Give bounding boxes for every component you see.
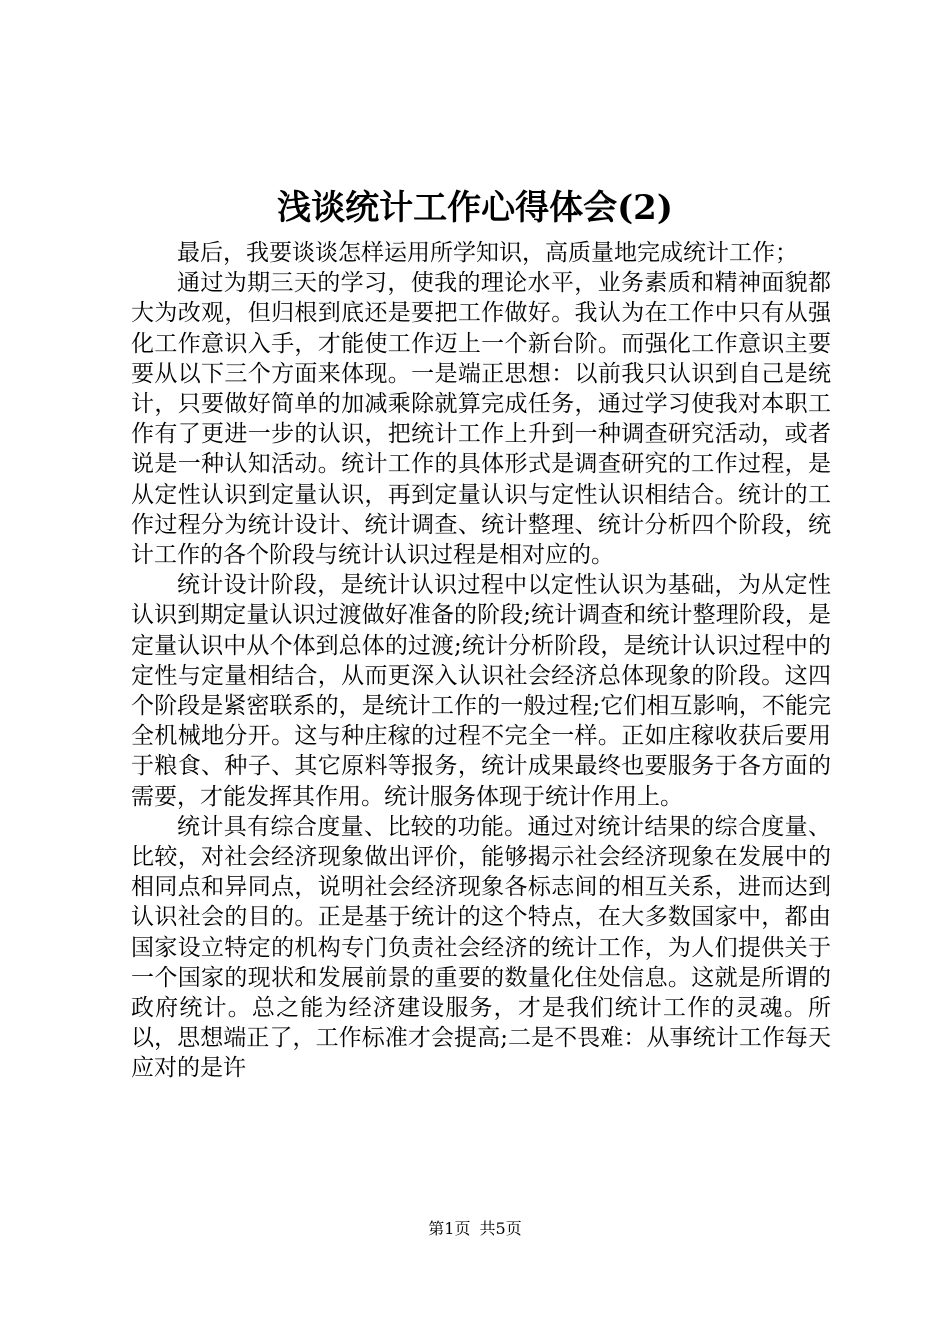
page-number-total: 共5页 [479, 1219, 522, 1238]
document-title: 浅谈统计工作心得体会(2) [277, 188, 673, 228]
paragraph-4: 统计具有综合度量、比较的功能。通过对统计结果的综合度量、比较，对社会经济现象做出评价，能够揭示社会经济现象在发展中的相同点和异同点，说明社会经济现象各标志间的相互关系，进而达到认识社会的目的。正是基于统计的这个特点，在大多数国家中，都由国家设立特定的机构专门负责社会经济的统计工作，为人们提供关于一个国家的现状和发展前景的重要的数量化住处信息。这就是所谓的政府统计。总之能为经济建设服务，才是我们统计工作的灵魂。所以，思想端正了，工作标准才会提高;二是不畏难：从事统计工作每天应对的是许 [131, 813, 831, 1082]
paragraph-3: 统计设计阶段，是统计认识过程中以定性认识为基础，为从定性认识到期定量认识过渡做好准备的阶段;统计调查和统计整理阶段，是定量认识中从个体到总体的过渡;统计分析阶段，是统计认识过程中的定性与定量相结合，从而更深入认识社会经济总体现象的阶段。这四个阶段是紧密联系的，是统计工作的一般过程;它们相互影响，不能完全机械地分开。这与种庄稼的过程不完全一样。正如庄稼收获后要用于粮食、种子、其它原料等报务，统计成果最终也要服务于各方面的需要，才能发挥其作用。统计服务体现于统计作用上。 [131, 572, 831, 810]
paragraph-1: 最后，我要谈谈怎样运用所学知识，高质量地完成统计工作； [177, 240, 798, 266]
paragraph-2: 通过为期三天的学习，使我的理论水平，业务素质和精神面貌都大为改观，但归根到底还是要把工作做好。我认为在工作中只有从强化工作意识入手，才能使工作迈上一个新台阶。而强化工作意识主要要从以下三个方面来体现。一是端正思想：以前我只认识到自己是统计，只要做好简单的加减乘除就算完成任务，通过学习使我对本职工作有了更进一步的认识，把统计工作上升到一种调查研究活动，或者说是一种认知活动。统计工作的具体形式是调查研究的工作过程，是从定性认识到定量认识，再到定量认识与定性认识相结合。统计的工作过程分为统计设计、统计调查、统计整理、统计分析四个阶段，统计工作的各个阶段与统计认识过程是相对应的。 [131, 270, 831, 569]
page-footer [0, 1216, 950, 1239]
document-body [131, 238, 831, 1084]
page-number-current: 第1页 [428, 1219, 471, 1238]
